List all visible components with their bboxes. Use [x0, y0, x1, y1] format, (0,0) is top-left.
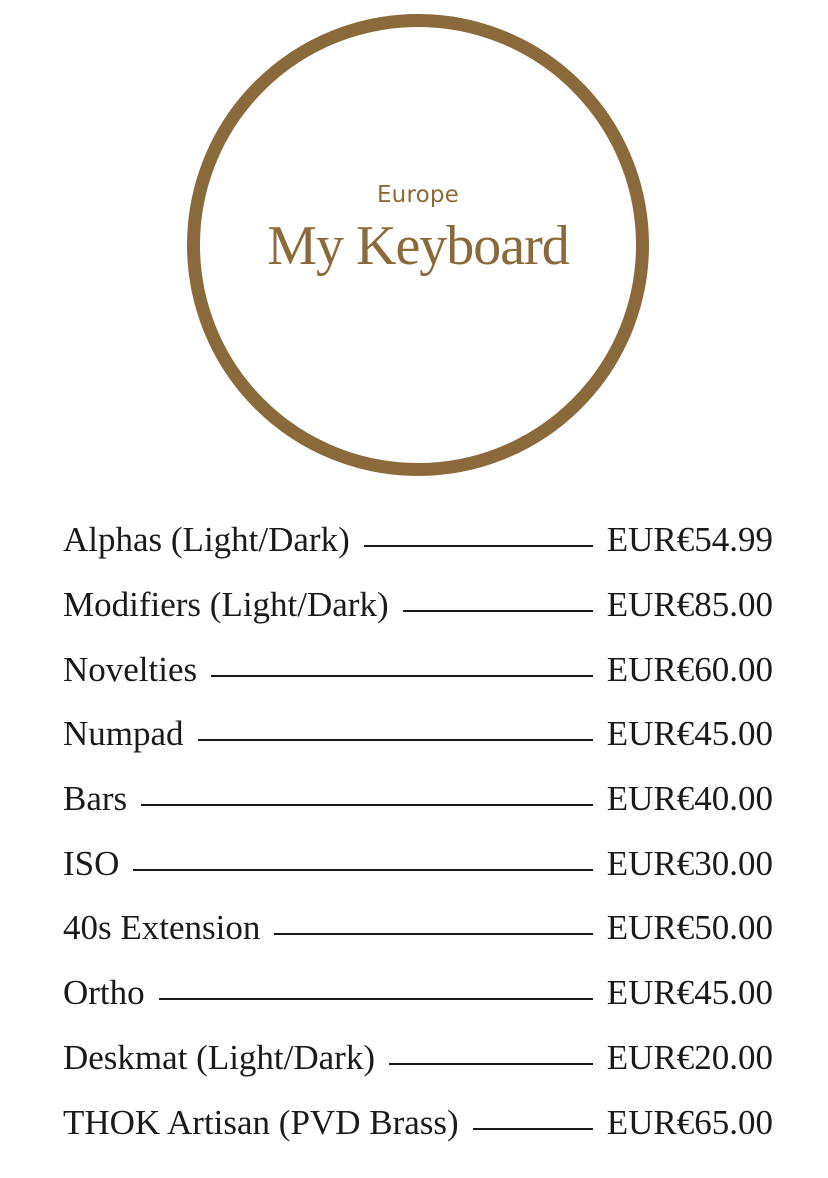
item-name: Bars — [63, 779, 128, 819]
leader-line — [141, 804, 593, 806]
leader-line — [211, 675, 593, 677]
price-row-deskmat — [63, 1026, 773, 1091]
item-price: EUR€30.00 — [606, 843, 773, 883]
item-name: Modifiers (Light/Dark) — [63, 585, 389, 625]
item-price: EUR€60.00 — [606, 649, 773, 689]
price-list — [63, 508, 773, 1155]
price-row-iso — [63, 831, 773, 896]
brand-title: My Keyboard — [267, 215, 569, 277]
logo-badge — [187, 14, 649, 476]
price-row-numpad — [63, 702, 773, 767]
leader-line — [403, 610, 593, 612]
price-row-thok-artisan — [63, 1090, 773, 1155]
item-name: Deskmat (Light/Dark) — [63, 1037, 375, 1077]
item-name: Alphas (Light/Dark) — [63, 520, 350, 560]
item-price: EUR€40.00 — [606, 779, 773, 819]
region-label: Europe — [376, 182, 460, 208]
item-name: Numpad — [63, 714, 184, 754]
item-price: EUR€85.00 — [606, 585, 773, 625]
item-name: THOK Artisan (PVD Brass) — [63, 1102, 459, 1142]
price-row-40s-extension — [63, 896, 773, 961]
leader-line — [364, 545, 593, 547]
item-price: EUR€50.00 — [606, 908, 773, 948]
item-price: EUR€20.00 — [606, 1037, 773, 1077]
item-price: EUR€45.00 — [606, 714, 773, 754]
leader-line — [389, 1063, 593, 1065]
item-name: 40s Extension — [63, 908, 261, 948]
item-price: EUR€54.99 — [606, 520, 773, 560]
price-row-ortho — [63, 961, 773, 1026]
leader-line — [274, 933, 592, 935]
leader-line — [159, 998, 593, 1000]
item-price: EUR€45.00 — [606, 973, 773, 1013]
item-price: EUR€65.00 — [606, 1102, 773, 1142]
item-name: Novelties — [63, 649, 198, 689]
leader-line — [133, 869, 592, 871]
price-row-bars — [63, 767, 773, 832]
item-name: Ortho — [63, 973, 145, 1013]
item-name: ISO — [63, 843, 120, 883]
price-row-modifiers — [63, 573, 773, 638]
price-row-alphas — [63, 508, 773, 573]
price-row-novelties — [63, 637, 773, 702]
leader-line — [473, 1128, 593, 1130]
leader-line — [198, 739, 593, 741]
